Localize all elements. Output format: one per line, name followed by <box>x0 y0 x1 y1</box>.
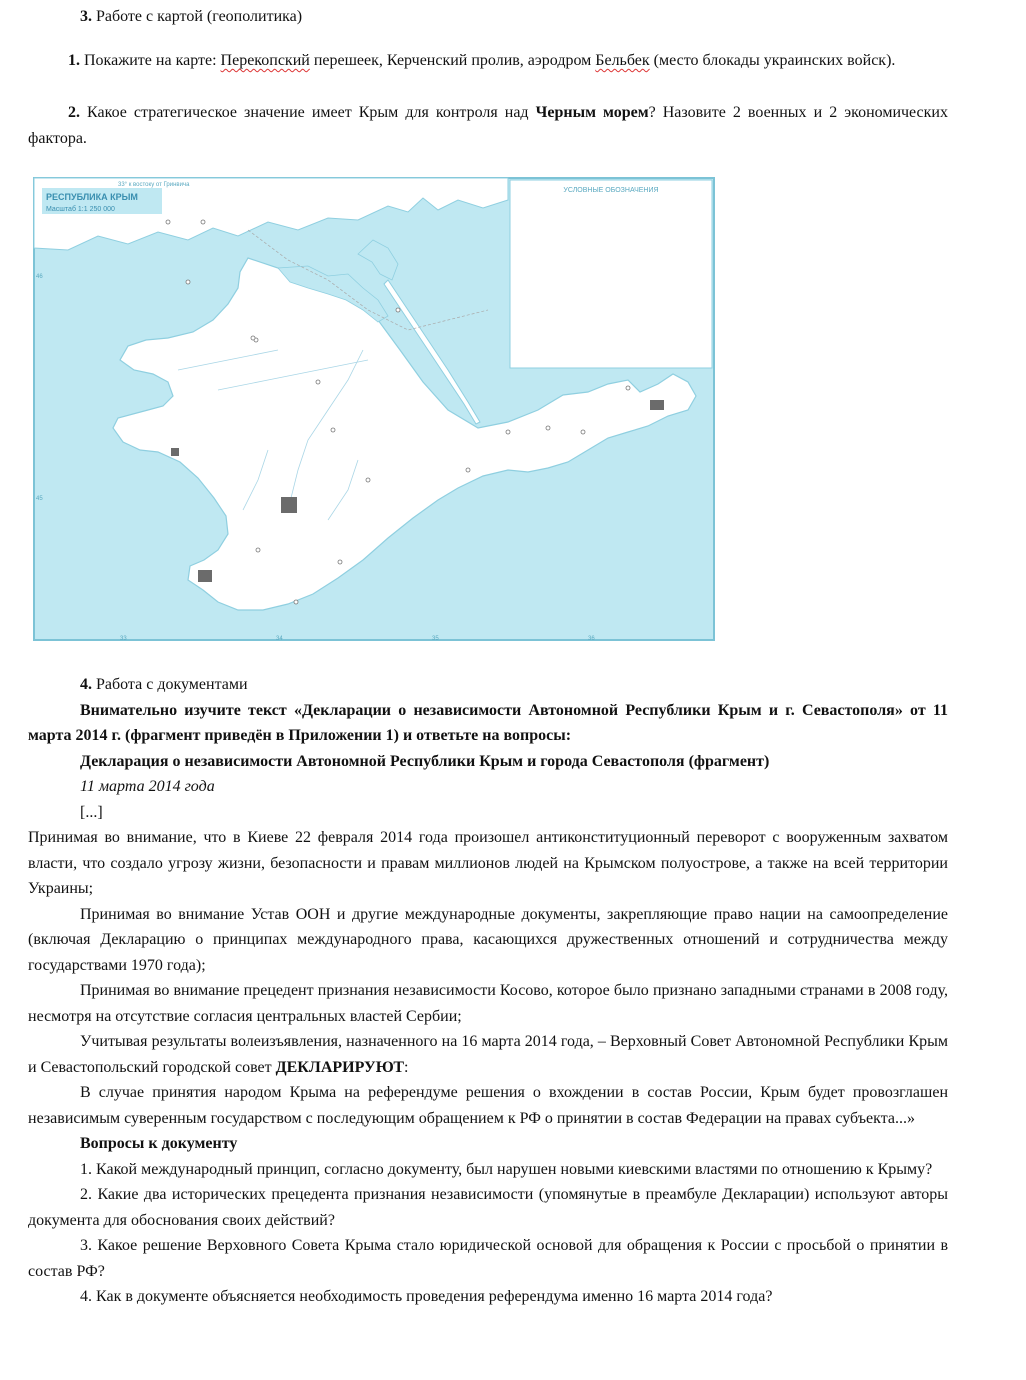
lon-label-36: 36 <box>588 636 595 642</box>
doc-title <box>28 749 948 775</box>
question-4: 4. Как в документе объясняется необходимость проведения референдума именно 16 марта 2014 года? <box>80 1288 773 1305</box>
q2-text-b: ? Назовите 2 военных и 2 экономических фактора. <box>28 104 948 147</box>
lon-label-33: 33 <box>120 636 127 642</box>
doc-date-text: 11 марта 2014 года <box>80 778 215 795</box>
question-2: 2. Какие два исторических прецедента признания независимости (упомянутые в преамбуле Декларации) используют авторы документа для обоснования своих действий? <box>28 1186 948 1229</box>
lat-label-45: 45 <box>36 496 43 502</box>
task4-instruction <box>28 698 948 749</box>
q1-text-a: Покажите на карте: <box>84 52 221 69</box>
task4-section <box>28 672 948 1310</box>
doc-paragraph-3: Принимая во внимание прецедент признания независимости Косово, которое было признано западными странами в 2008 году, несмотря на отсутствие согласия центральных властей Сербии; <box>28 982 948 1025</box>
task4-number: 4. <box>80 676 92 693</box>
q1-term-perekop: Перекопский <box>220 52 310 69</box>
task4-instruction-text: Внимательно изучите текст «Декларации о независимости Автономной Республики Крым и г. Севастополя» от 11 марта 2014 г. (фрагмент приведён в Приложении 1) и ответьте на вопросы: <box>28 701 948 744</box>
para4-text: Учитывая результаты волеизъявления, назначенного на 16 марта 2014 года, – Верховный Совет Автономной Республики Крым и Севастопольский городской совет <box>28 1033 948 1076</box>
sevastopol-area <box>198 570 212 582</box>
simferopol-area <box>281 497 297 513</box>
doc-paragraph-1: Принимая во внимание, что в Киеве 22 февраля 2014 года произошел антиконституционный переворот с вооруженным захватом власти, что создало угрозу жизни, безопасности и правам миллионов людей на Крымском полуострове, а также на всей территории Украины; <box>28 829 948 897</box>
para4-declare: ДЕКЛАРИРУЮТ <box>275 1058 405 1076</box>
q2-black-sea: Черным морем <box>535 104 649 121</box>
doc-title-text: Декларация о независимости Автономной Республики Крым и города Севастополя (фрагмент) <box>80 752 770 770</box>
lon-label-35: 35 <box>432 636 439 642</box>
doc-paragraph-5: В случае принятия народом Крыма на референдуме решения о вхождении в состав России, Крым будет провозглашен независимым суверенным государством с последующим обращением к РФ о принятии в состав Федерации на правах субъекта...» <box>28 1084 948 1127</box>
q1-number: 1. <box>68 52 80 69</box>
legend-title: УСЛОВНЫЕ ОБОЗНАЧЕНИЯ <box>563 187 659 194</box>
lat-label-46: 46 <box>36 274 43 280</box>
q1-term-belbek: Бельбек <box>595 52 650 69</box>
crimea-contour-map <box>28 170 718 644</box>
evpatoria-area <box>171 448 179 456</box>
map-title: РЕСПУБЛИКА КРЫМ <box>46 192 138 202</box>
map-scale: Масштаб 1:1 250 000 <box>46 206 115 213</box>
task3-title: Работе с картой (геополитика) <box>96 8 303 25</box>
q1-text-c: (место блокады украинских войск). <box>649 52 896 69</box>
task3-heading <box>80 4 960 30</box>
task3-number: 3. <box>80 8 92 25</box>
question-1: 1. Какой международный принцип, согласно документу, был нарушен новыми киевскими властями по отношению к Крыму? <box>80 1160 933 1178</box>
q2-number: 2. <box>68 104 80 121</box>
doc-paragraph-4 <box>28 1029 948 1080</box>
legend-box <box>510 180 712 368</box>
doc-paragraph-2: Принимая во внимание Устав ООН и другие международные документы, закрепляющие право нации на самоопределение (включая Декларацию о принципах международного права, касающихся дружественных отношений и сотрудничества между государствами 1970 года); <box>28 905 948 974</box>
task4-heading <box>28 672 948 698</box>
task3-question-1 <box>28 48 948 74</box>
questions-heading <box>28 1131 948 1157</box>
question-3: 3. Какое решение Верховного Совета Крыма стало юридической основой для обращения к России с просьбой о принятии в состав РФ? <box>28 1237 948 1280</box>
para4-colon: : <box>404 1058 409 1076</box>
q1-text-b: перешеек, Керченский пролив, аэродром <box>309 52 596 69</box>
lon-label-34: 34 <box>276 636 283 642</box>
task3-question-2 <box>28 100 948 151</box>
doc-date <box>28 774 948 800</box>
kerch-area <box>650 400 664 410</box>
map-svg <box>28 170 718 644</box>
q2-text-a: Какое стратегическое значение имеет Крым для контроля над <box>87 104 536 121</box>
task4-title: Работа с документами <box>96 676 248 693</box>
doc-ellipsis: [...] <box>80 803 103 821</box>
map-top-note: 33° к востоку от Гринвича <box>118 182 190 188</box>
questions-title: Вопросы к документу <box>80 1135 238 1152</box>
